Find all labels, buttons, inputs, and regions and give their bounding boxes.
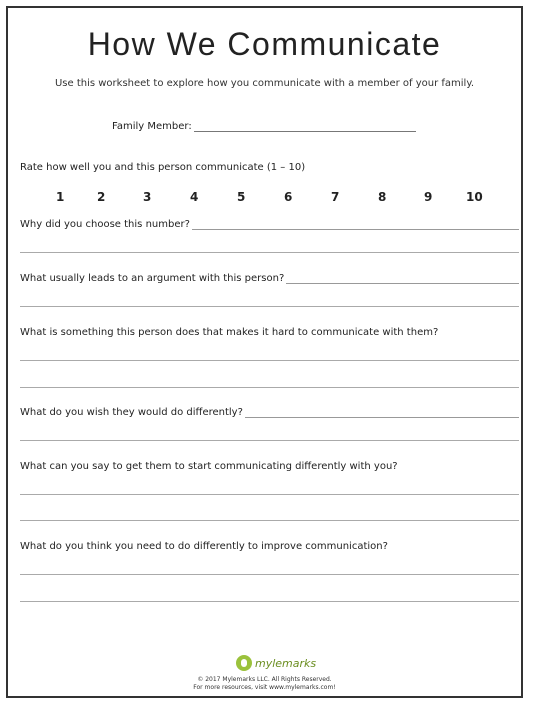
- scale-number[interactable]: 3: [143, 190, 152, 204]
- answer-line[interactable]: [20, 494, 519, 495]
- answer-blank[interactable]: [245, 407, 519, 418]
- footer-copyright: [8, 676, 521, 692]
- answer-line[interactable]: [20, 440, 519, 441]
- answer-line[interactable]: [20, 601, 519, 602]
- scale-number[interactable]: 6: [284, 190, 293, 204]
- answer-line[interactable]: [20, 574, 519, 575]
- answer-line[interactable]: [20, 360, 519, 361]
- family-member-row: [112, 121, 416, 132]
- question-text: What usually leads to an argument with this person?: [20, 273, 285, 284]
- question-row: [20, 327, 519, 338]
- scale-number[interactable]: 5: [237, 190, 246, 204]
- family-member-label: Family Member:: [112, 121, 192, 132]
- question-row: [20, 461, 519, 472]
- scale-number[interactable]: 10: [466, 190, 483, 204]
- question-text: What can you say to get them to start communicating differently with you?: [20, 461, 398, 472]
- page-subtitle: Use this worksheet to explore how you communicate with a member of your family.: [54, 78, 475, 89]
- scale-number[interactable]: 8: [378, 190, 387, 204]
- scale-number[interactable]: 1: [56, 190, 65, 204]
- copyright-text: © 2017 Mylemarks LLC. All Rights Reserved.: [197, 676, 332, 683]
- answer-line[interactable]: [20, 306, 519, 307]
- question-row: [20, 273, 519, 284]
- page-title: How We Communicate: [87, 26, 442, 62]
- scale-number[interactable]: 7: [331, 190, 340, 204]
- question-row: [20, 219, 519, 230]
- question-text: What do you wish they would do differently?: [20, 407, 243, 418]
- family-member-blank[interactable]: [194, 121, 416, 132]
- mylemarks-logo-icon: [236, 655, 252, 671]
- footer-logo: [236, 655, 316, 671]
- question-row: [20, 407, 519, 418]
- rate-prompt: Rate how well you and this person communicate (1 – 10): [20, 162, 306, 173]
- scale-number[interactable]: 9: [424, 190, 433, 204]
- worksheet-page: [6, 6, 523, 698]
- question-text: What do you think you need to do differently to improve communication?: [20, 541, 388, 552]
- answer-line[interactable]: [20, 252, 519, 253]
- answer-blank[interactable]: [192, 219, 519, 230]
- question-text: Why did you choose this number?: [20, 219, 190, 230]
- answer-line[interactable]: [20, 520, 519, 521]
- answer-line[interactable]: [20, 387, 519, 388]
- answer-blank[interactable]: [286, 273, 519, 284]
- logo-text: mylemarks: [255, 656, 317, 670]
- question-row: [20, 541, 519, 552]
- scale-number[interactable]: 4: [190, 190, 199, 204]
- scale-number[interactable]: 2: [97, 190, 106, 204]
- resources-text: For more resources, visit www.mylemarks.com!: [193, 684, 336, 691]
- question-text: What is something this person does that makes it hard to communicate with them?: [20, 327, 439, 338]
